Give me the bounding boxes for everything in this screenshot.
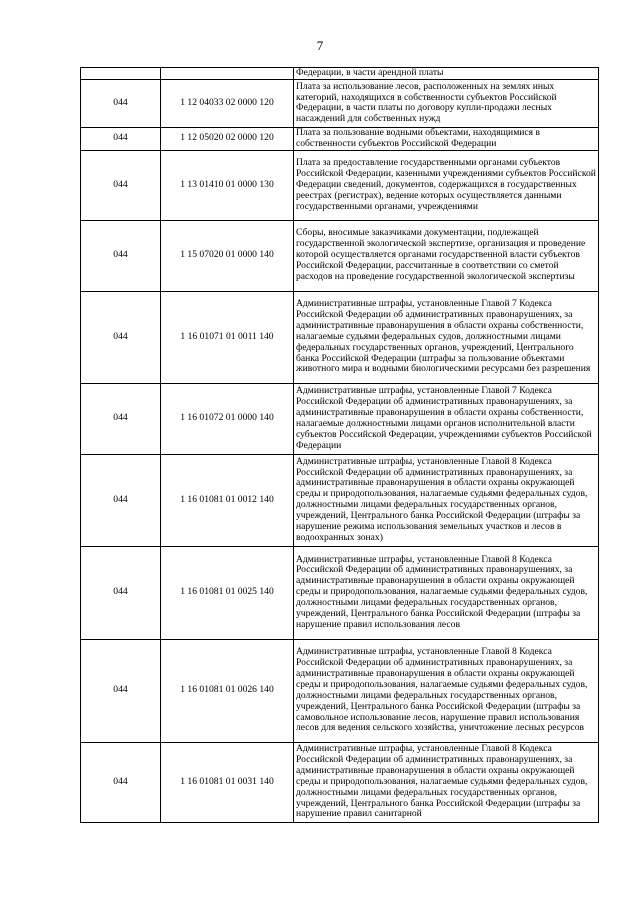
revenue-name-cell: Административные штрафы, установленные Главой 7 Кодекса Российской Федерации об административных правонарушениях, за административные правонарушения в области охраны собственности, налагаемые судьями федеральных судов, должностными лицами федеральных государственных органов, учреждений, Центрального банка Российской Федерации (штрафы за пользование объектами животного мира и водными биологическими ресурсами без разрешения [294,291,599,383]
revenue-codes-table [80,67,599,823]
admin-code-cell: 044 [81,127,161,150]
table-row [81,291,599,383]
table-row [81,454,599,546]
table-row [81,150,599,220]
revenue-name-cell: Административные штрафы, установленные Главой 8 Кодекса Российской Федерации об административных правонарушениях, за административные правонарушения в области охраны окружающей среды и природопользования, налагаемые судьями федеральных судов, должностными лицами федеральных государственных органов, учреждений, Центрального банка Российской Федерации (штрафы за нарушение режима использования земельных участков и лесов в водоохранных зонах) [294,454,599,546]
revenue-name-cell: Административные штрафы, установленные Главой 8 Кодекса Российской Федерации об административных правонарушениях, за административные правонарушения в области охраны окружающей среды и природопользования, налагаемые судьями федеральных судов, должностными лицами федеральных государственных органов, учреждений, Центрального банка Российской Федерации (штрафы за нарушение правил санитарной [294,742,599,822]
admin-code-cell: 044 [81,742,161,822]
budget-classification-code-cell: 1 15 07020 01 0000 140 [161,220,294,291]
revenue-name-cell: Плата за использование лесов, расположенных на землях иных категорий, находящихся в собственности субъектов Российской Федерации, в части платы по договору купли-продажи лесных насаждений для собственных нужд [294,79,599,127]
admin-code-cell: 044 [81,291,161,383]
revenue-name-cell: Плата за пользование водными объектами, находящимися в собственности субъектов Российской Федерации [294,127,599,150]
revenue-name-cell: Административные штрафы, установленные Главой 8 Кодекса Российской Федерации об административных правонарушениях, за административные правонарушения в области охраны окружающей среды и природопользования, налагаемые судьями федеральных судов, должностными лицами федеральных государственных органов, учреждений, Центрального банка Российской Федерации (штрафы за самовольное использование лесов, нарушение правил использования лесов для ведения сельского хозяйства, уничтожение лесных ресурсов [294,639,599,742]
table-row [81,639,599,742]
budget-classification-code-cell: 1 13 01410 01 0000 130 [161,150,294,220]
table-row [81,79,599,127]
admin-code-cell: 044 [81,454,161,546]
budget-classification-code-cell [161,68,294,80]
budget-classification-code-cell: 1 16 01081 01 0031 140 [161,742,294,822]
revenue-name-cell: Административные штрафы, установленные Главой 7 Кодекса Российской Федерации об административных правонарушениях, за административные правонарушения в области охраны собственности, налагаемые должностными лицами органов исполнительной власти субъектов Российской Федерации, учреждениями субъектов Российской Федерации [294,383,599,454]
table-row [81,742,599,822]
page-number: 7 [316,38,324,53]
budget-classification-code-cell: 1 16 01072 01 0000 140 [161,383,294,454]
revenue-name-cell: Федерации, в части арендной платы [294,68,599,80]
budget-classification-code-cell: 1 12 05020 02 0000 120 [161,127,294,150]
table-body [81,68,599,823]
revenue-name-cell: Плата за предоставление государственными органами субъектов Российской Федерации, казенными учреждениями субъектов Российской Федерации сведений, документов, содержащихся в государственных реестрах (регистрах), ведение которых осуществляется данными государственными органами, учреждениями [294,150,599,220]
admin-code-cell [81,68,161,80]
budget-classification-code-cell: 1 16 01081 01 0012 140 [161,454,294,546]
revenue-name-cell: Сборы, вносимые заказчиками документации, подлежащей государственной экологической экспертизе, организация и проведение которой осуществляется органами государственной власти субъектов Российской Федерации, рассчитанные в соответствии со сметой расходов на проведение государственной экологической экспертизы [294,220,599,291]
revenue-name-cell: Административные штрафы, установленные Главой 8 Кодекса Российской Федерации об административных правонарушениях, за административные правонарушения в области охраны окружающей среды и природопользования, налагаемые судьями федеральных судов, должностными лицами федеральных государственных органов, учреждений, Центрального банка Российской Федерации (штрафы за нарушение правил использования лесов [294,546,599,639]
table-row [81,68,599,80]
table-row [81,546,599,639]
admin-code-cell: 044 [81,79,161,127]
budget-classification-code-cell: 1 16 01081 01 0025 140 [161,546,294,639]
budget-classification-code-cell: 1 12 04033 02 0000 120 [161,79,294,127]
admin-code-cell: 044 [81,220,161,291]
table-row [81,220,599,291]
admin-code-cell: 044 [81,639,161,742]
budget-classification-code-cell: 1 16 01081 01 0026 140 [161,639,294,742]
table-row [81,383,599,454]
budget-classification-code-cell: 1 16 01071 01 0011 140 [161,291,294,383]
admin-code-cell: 044 [81,546,161,639]
table-row [81,127,599,150]
admin-code-cell: 044 [81,150,161,220]
admin-code-cell: 044 [81,383,161,454]
